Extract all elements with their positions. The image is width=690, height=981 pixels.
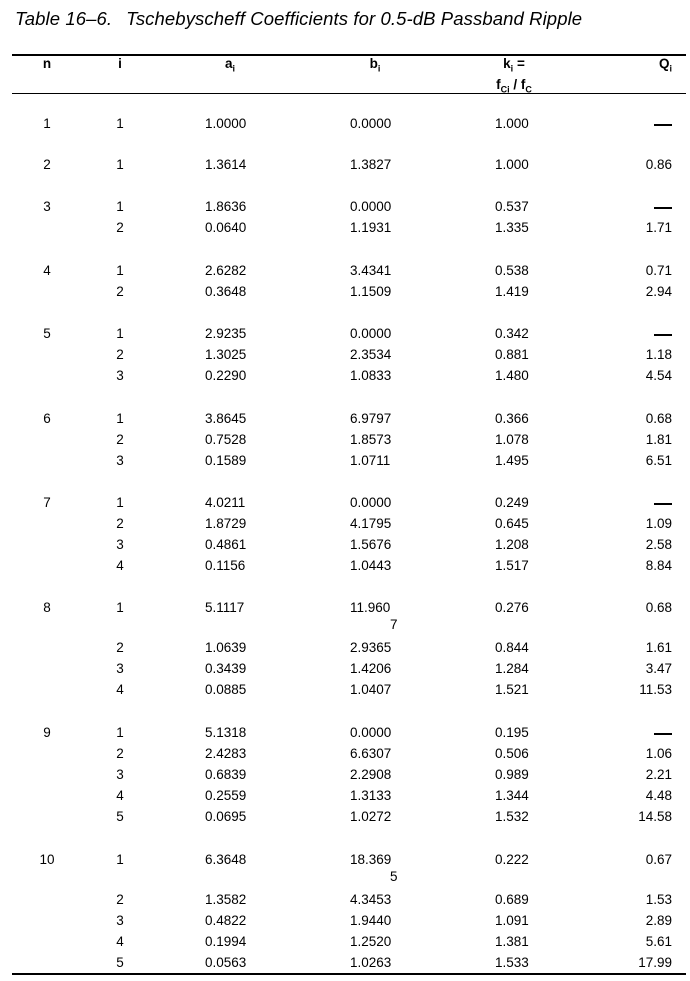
cell-i: 2 xyxy=(116,892,124,907)
cell-b: 4.3453 xyxy=(350,892,392,907)
cell-b-wrap: 7 xyxy=(390,617,398,632)
cell-b: 2.9365 xyxy=(350,640,392,655)
cell-i: 1 xyxy=(116,852,124,867)
cell-k: 1.000 xyxy=(495,157,529,172)
cell-k: 0.537 xyxy=(495,199,529,214)
table-title: Tschebyscheff Coefficients for 0.5-dB Passband Ripple xyxy=(126,8,583,29)
cell-k: 0.881 xyxy=(495,347,529,362)
cell-a: 0.2559 xyxy=(205,788,247,803)
cell-i: 1 xyxy=(116,116,124,131)
cell-b: 6.9797 xyxy=(350,411,392,426)
table-header-rule xyxy=(12,93,686,94)
cell-a: 0.3648 xyxy=(205,284,247,299)
cell-i: 4 xyxy=(116,934,124,949)
cell-a: 1.8729 xyxy=(205,516,247,531)
cell-b: 1.1509 xyxy=(350,284,392,299)
cell-q-dash xyxy=(659,199,673,214)
cell-a: 0.2290 xyxy=(205,368,247,383)
cell-b: 0.0000 xyxy=(350,326,392,341)
cell-a: 1.3582 xyxy=(205,892,247,907)
cell-i: 3 xyxy=(116,767,124,782)
cell-n: 4 xyxy=(43,263,51,278)
cell-i: 2 xyxy=(116,347,124,362)
cell-k: 1.091 xyxy=(495,913,529,928)
cell-n: 10 xyxy=(39,852,55,867)
cell-q: 1.53 xyxy=(645,892,672,907)
cell-b: 1.9440 xyxy=(350,913,392,928)
cell-k: 0.195 xyxy=(495,725,529,740)
header-i: i xyxy=(118,56,122,71)
cell-k: 0.366 xyxy=(495,411,529,426)
cell-k: 0.276 xyxy=(495,600,529,615)
cell-a: 5.1318 xyxy=(205,725,247,740)
cell-b: 1.3133 xyxy=(350,788,392,803)
cell-b: 1.0272 xyxy=(350,809,392,824)
cell-q: 6.51 xyxy=(645,453,672,468)
cell-k: 0.222 xyxy=(495,852,529,867)
cell-q: 1.61 xyxy=(645,640,672,655)
cell-q: 4.48 xyxy=(645,788,672,803)
cell-a: 0.4822 xyxy=(205,913,247,928)
cell-i: 2 xyxy=(116,284,124,299)
cell-q: 1.81 xyxy=(645,432,672,447)
cell-b: 1.5676 xyxy=(350,537,392,552)
cell-n: 2 xyxy=(43,157,51,172)
table-number: Table 16–6. xyxy=(15,8,113,29)
header-a: $a_i$ xyxy=(224,56,236,74)
cell-b: 1.0833 xyxy=(350,368,392,383)
cell-n: 1 xyxy=(43,116,51,131)
cell-q: 2.89 xyxy=(645,913,672,928)
header-q: $Q_i$ xyxy=(658,56,672,74)
header-n: n xyxy=(42,56,52,71)
cell-i: 5 xyxy=(116,809,124,824)
cell-n: 9 xyxy=(43,725,51,740)
cell-b: 6.6307 xyxy=(350,746,392,761)
cell-k: 1.419 xyxy=(495,284,529,299)
cell-q: 2.94 xyxy=(645,284,672,299)
cell-k: 1.381 xyxy=(495,934,529,949)
cell-q: 4.54 xyxy=(645,368,672,383)
cell-q: 1.71 xyxy=(645,220,672,235)
cell-q: 0.67 xyxy=(645,852,672,867)
cell-a: 4.0211 xyxy=(205,495,246,510)
cell-k: 1.000 xyxy=(495,116,529,131)
cell-a: 0.3439 xyxy=(205,661,247,676)
cell-q: 14.58 xyxy=(638,809,672,824)
cell-q-dash xyxy=(659,725,673,740)
cell-i: 2 xyxy=(116,220,124,235)
cell-i: 1 xyxy=(116,411,124,426)
cell-b: 1.3827 xyxy=(350,157,392,172)
cell-k: 1.344 xyxy=(495,788,529,803)
cell-n: 6 xyxy=(43,411,51,426)
cell-q: 0.68 xyxy=(645,411,672,426)
cell-i: 2 xyxy=(116,432,124,447)
cell-b: 0.0000 xyxy=(350,725,392,740)
cell-a: 0.0885 xyxy=(205,682,247,697)
cell-k: 0.506 xyxy=(495,746,529,761)
header-k xyxy=(478,56,550,97)
cell-i: 4 xyxy=(116,788,124,803)
em-dash-mark xyxy=(654,733,672,735)
cell-i: 3 xyxy=(116,368,124,383)
cell-a: 3.8645 xyxy=(205,411,247,426)
header-k-line1: $k_i$ = xyxy=(503,56,525,74)
cell-k: 1.532 xyxy=(495,809,529,824)
cell-i: 1 xyxy=(116,495,124,510)
cell-q: 1.06 xyxy=(645,746,672,761)
cell-q: 3.47 xyxy=(645,661,672,676)
cell-a: 1.3025 xyxy=(205,347,247,362)
cell-i: 1 xyxy=(116,725,124,740)
cell-k: 0.989 xyxy=(495,767,529,782)
cell-a: 0.1589 xyxy=(205,453,247,468)
cell-i: 4 xyxy=(116,558,124,573)
cell-b-wrap: 5 xyxy=(390,869,398,884)
cell-i: 4 xyxy=(116,682,124,697)
cell-i: 2 xyxy=(116,640,124,655)
cell-i: 1 xyxy=(116,326,124,341)
cell-a: 1.0000 xyxy=(205,116,247,131)
cell-i: 3 xyxy=(116,453,124,468)
cell-i: 3 xyxy=(116,661,124,676)
cell-q: 11.53 xyxy=(639,682,672,697)
cell-a: 2.6282 xyxy=(205,263,247,278)
table-caption xyxy=(15,8,582,30)
cell-b: 1.0407 xyxy=(350,682,392,697)
cell-b: 1.8573 xyxy=(350,432,392,447)
cell-b: 1.0711 xyxy=(350,453,391,468)
cell-k: 1.284 xyxy=(495,661,529,676)
cell-i: 2 xyxy=(116,746,124,761)
cell-a: 1.0639 xyxy=(205,640,247,655)
cell-a: 0.6839 xyxy=(205,767,247,782)
cell-q: 2.21 xyxy=(645,767,672,782)
header-k-line2: $f_{Ci} / f_C$ xyxy=(496,76,532,95)
cell-b: 1.0443 xyxy=(350,558,392,573)
cell-q-dash xyxy=(659,495,673,510)
cell-n: 5 xyxy=(43,326,51,341)
cell-k: 1.078 xyxy=(495,432,529,447)
cell-a: 0.4861 xyxy=(205,537,247,552)
cell-a: 1.8636 xyxy=(205,199,247,214)
cell-b: 18.369 xyxy=(350,852,392,867)
cell-k: 1.480 xyxy=(495,368,529,383)
cell-k: 0.342 xyxy=(495,326,529,341)
em-dash-mark xyxy=(654,207,672,209)
cell-a: 6.3648 xyxy=(205,852,247,867)
cell-b: 4.1795 xyxy=(350,516,392,531)
cell-n: 8 xyxy=(43,600,51,615)
cell-b: 1.0263 xyxy=(350,955,392,970)
cell-k: 0.844 xyxy=(495,640,529,655)
cell-k: 0.645 xyxy=(495,516,529,531)
cell-k: 0.689 xyxy=(495,892,529,907)
cell-k: 1.495 xyxy=(495,453,529,468)
cell-i: 3 xyxy=(116,537,124,552)
cell-b: 3.4341 xyxy=(350,263,392,278)
table-bottom-rule xyxy=(12,973,686,975)
cell-q: 0.71 xyxy=(645,263,672,278)
cell-a: 2.9235 xyxy=(205,326,247,341)
cell-a: 0.1994 xyxy=(205,934,247,949)
cell-i: 1 xyxy=(116,157,124,172)
cell-i: 3 xyxy=(116,913,124,928)
cell-a: 2.4283 xyxy=(205,746,247,761)
cell-q: 1.18 xyxy=(645,347,672,362)
cell-k: 1.335 xyxy=(495,220,529,235)
cell-a: 0.0695 xyxy=(205,809,247,824)
cell-b: 1.1931 xyxy=(350,220,392,235)
cell-b: 0.0000 xyxy=(350,199,392,214)
cell-q: 5.61 xyxy=(645,934,672,949)
cell-b: 11.960 xyxy=(350,600,391,615)
cell-q: 1.09 xyxy=(645,516,672,531)
cell-k: 0.538 xyxy=(495,263,529,278)
cell-k: 1.521 xyxy=(495,682,529,697)
em-dash-mark xyxy=(654,334,672,336)
cell-b: 1.4206 xyxy=(350,661,392,676)
cell-q: 17.99 xyxy=(638,955,672,970)
cell-q: 8.84 xyxy=(645,558,672,573)
cell-k: 1.208 xyxy=(495,537,529,552)
cell-k: 1.517 xyxy=(495,558,529,573)
cell-b: 2.2908 xyxy=(350,767,392,782)
cell-q: 0.86 xyxy=(645,157,672,172)
cell-i: 5 xyxy=(116,955,124,970)
cell-q: 2.58 xyxy=(645,537,672,552)
cell-q-dash xyxy=(659,326,673,341)
cell-i: 1 xyxy=(116,600,124,615)
em-dash-mark xyxy=(654,503,672,505)
cell-i: 2 xyxy=(116,516,124,531)
cell-b: 0.0000 xyxy=(350,495,392,510)
cell-a: 0.0640 xyxy=(205,220,247,235)
cell-a: 0.7528 xyxy=(205,432,247,447)
cell-n: 3 xyxy=(43,199,51,214)
cell-a: 5.1117 xyxy=(205,600,245,615)
cell-i: 1 xyxy=(116,263,124,278)
cell-a: 0.1156 xyxy=(205,558,246,573)
cell-q-dash xyxy=(659,116,673,131)
cell-a: 1.3614 xyxy=(205,157,247,172)
cell-b: 2.3534 xyxy=(350,347,392,362)
em-dash-mark xyxy=(654,124,672,126)
cell-k: 1.533 xyxy=(495,955,529,970)
cell-b: 1.2520 xyxy=(350,934,392,949)
cell-q: 0.68 xyxy=(645,600,672,615)
cell-b: 0.0000 xyxy=(350,116,392,131)
cell-k: 0.249 xyxy=(495,495,529,510)
cell-i: 1 xyxy=(116,199,124,214)
cell-a: 0.0563 xyxy=(205,955,247,970)
header-b: $b_i$ xyxy=(369,56,381,74)
cell-n: 7 xyxy=(43,495,51,510)
